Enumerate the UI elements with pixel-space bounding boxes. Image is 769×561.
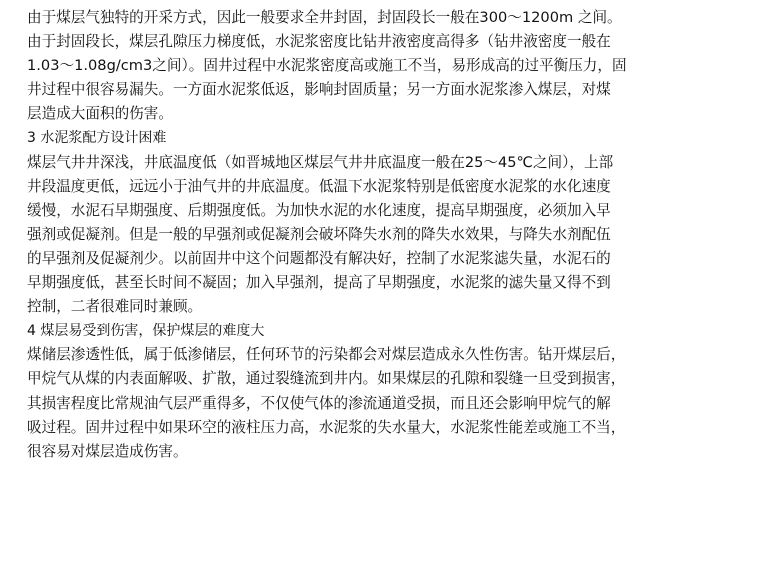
text-line: 由于煤层气独特的开采方式，因此一般要求全井封固，封固段长一般在300～1200m 之间。	[27, 9, 622, 26]
text-line: 1.03～1.08g/cm3之间）。固井过程中水泥浆密度高或施工不当，易形成高的过平衡压力，固	[27, 57, 627, 75]
section-heading-4: 4 煤层易受到伤害，保护煤层的难度大	[27, 323, 265, 340]
text-line: 煤层气井井深浅，井底温度低（如晋城地区煤层气井井底温度一般在25～45℃之间），上部	[27, 153, 614, 171]
text-line: 甲烷气从煤的内表面解吸、扩散，通过裂缝流到井内。如果煤层的孔隙和裂缝一旦受到损害，	[27, 370, 626, 388]
text-line: 控制，二者很难同时兼顾。	[27, 298, 203, 316]
text-line: 层造成大面积的伤害。	[27, 105, 173, 123]
document-body	[27, 6, 757, 464]
text-line: 吸过程。固井过程中如果环空的液柱压力高，水泥浆的失水量大，水泥浆性能差或施工不当，	[27, 418, 626, 436]
text-line: 强剂或促凝剂。但是一般的早强剂或促凝剂会破坏降失水剂的降失水效果，与降失水剂配伍	[27, 225, 611, 243]
text-line: 很容易对煤层造成伤害。	[27, 442, 188, 460]
text-line: 其损害程度比常规油气层严重得多，不仅使气体的渗流通道受损，而且还会影响甲烷气的解	[27, 394, 611, 412]
text-line: 井段温度更低，远远小于油气井的井底温度。低温下水泥浆特别是低密度水泥浆的水化速度	[27, 177, 611, 195]
text-line: 早期强度低，甚至长时间不凝固；加入早强剂，提高了早期强度，水泥浆的滤失量又得不到	[27, 274, 611, 292]
text-line: 由于封固段长，煤层孔隙压力梯度低，水泥浆密度比钻井液密度高得多（钻井液密度一般在	[27, 33, 611, 51]
text-line: 缓慢，水泥石早期强度、后期强度低。为加快水泥的水化速度，提高早期强度，必须加入早	[27, 201, 611, 219]
text-line: 的早强剂及促凝剂少。以前固井中这个问题都没有解决好，控制了水泥浆滤失量，水泥石的	[27, 249, 611, 267]
section-heading-3: 3 水泥浆配方设计困难	[27, 130, 167, 147]
text-line: 煤储层渗透性低，属于低渗储层，任何环节的污染都会对煤层造成永久性伤害。钻开煤层后，	[27, 346, 626, 364]
text-line: 井过程中很容易漏失。一方面水泥浆低返，影响封固质量；另一方面水泥浆渗入煤层，对煤	[27, 81, 611, 99]
